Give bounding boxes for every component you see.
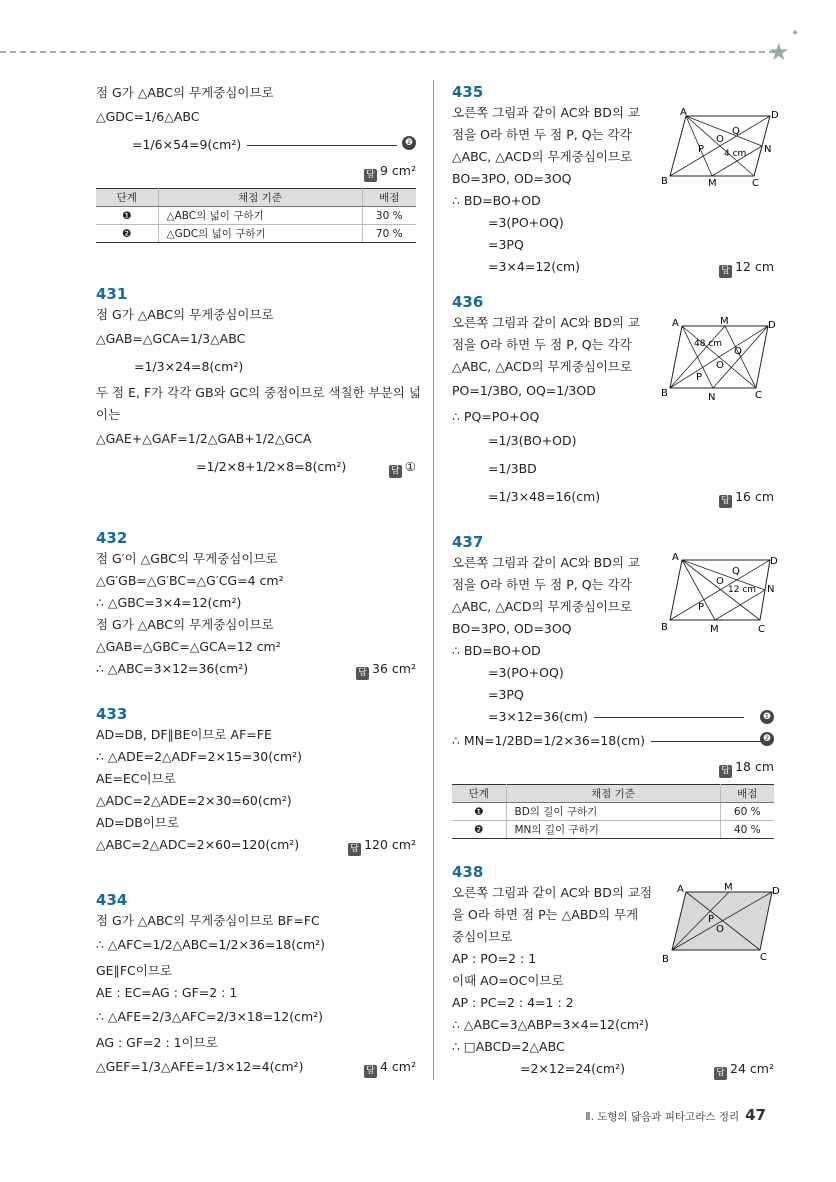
table-header: 채점 기준 — [506, 785, 720, 803]
answer-value: 120 cm² — [364, 837, 416, 852]
text-line: ∴ BD=BO+OD — [452, 193, 541, 208]
star-icon: ★ — [768, 38, 790, 66]
text-line: △ADC=2△ADE=2×30=60(cm²) — [96, 793, 292, 808]
text-line: △GAB=△GBC=△GCA=12 cm² — [96, 639, 281, 654]
table-cell: BD의 길이 구하기 — [506, 803, 720, 821]
equation: ∴ △ABC=3×12=36(cm²) — [96, 661, 249, 676]
text-line — [452, 484, 774, 512]
step-2-marker: ❷ — [760, 732, 774, 746]
problem-435 — [452, 82, 779, 286]
text-line: 두 점 E, F가 각각 GB와 GC의 중점이므로 색칠한 부분의 넓 — [96, 385, 421, 400]
table-cell: 40 % — [720, 821, 774, 839]
table-header: 단계 — [96, 189, 158, 207]
vertex-D-label: D — [772, 886, 780, 897]
text-line — [96, 132, 416, 160]
answer-value: ① — [404, 459, 416, 474]
text-line — [96, 834, 416, 856]
answer-icon: 답 — [364, 1065, 377, 1078]
answer — [719, 756, 774, 778]
text-line: ∴ △ABC=3△ABP=3×4=12(cm²) — [452, 1017, 649, 1032]
table-cell: ❶ — [452, 803, 506, 821]
equation: =2×12=24(cm²) — [520, 1061, 625, 1076]
text-line: 이는 — [96, 407, 121, 422]
text-line: =1/3BD — [488, 461, 537, 476]
equation: =1/3×48=16(cm) — [488, 489, 601, 504]
text-line: AE : EC=AG : GF=2 : 1 — [96, 985, 238, 1000]
table-cell: ❷ — [452, 821, 506, 839]
text-line: 점을 O라 하면 두 점 P, Q는 각각 — [452, 577, 632, 592]
text-line: 중심이므로 — [452, 929, 513, 944]
text-line: 점 G′이 △GBC의 무게중심이므로 — [96, 551, 278, 566]
answer — [356, 658, 416, 680]
point-O-label: O — [716, 576, 724, 587]
point-Q-label: Q — [734, 346, 742, 357]
text-line: AD=DB, DF∥BE이므로 AF=FE — [96, 727, 272, 742]
problem-432 — [96, 528, 416, 704]
figure-parallelogram-436 — [660, 316, 778, 402]
text-line: 을 O라 하면 점 P는 △ABD의 무게 — [452, 907, 639, 922]
grading-table — [96, 188, 416, 243]
text-line: PO=1/3BO, OQ=1/3OD — [452, 383, 596, 398]
step-2-marker: ❷ — [402, 136, 416, 150]
problem-430-continued — [96, 82, 416, 272]
text-line: BO=3PO, OD=3OQ — [452, 621, 572, 636]
answer-icon: 답 — [364, 169, 377, 182]
top-dashed-rule — [0, 51, 775, 53]
text-line: ∴ BD=BO+OD — [452, 643, 541, 658]
answer-value: 12 cm — [735, 259, 774, 274]
problem-number: 431 — [96, 285, 128, 303]
length-label: 48 cm — [694, 339, 723, 349]
point-P-label: P — [696, 372, 703, 383]
problem-number: 438 — [452, 863, 484, 881]
figure-parallelogram-438 — [660, 880, 778, 964]
point-P-label: P — [698, 144, 705, 155]
text-line: ∴ △AFC=1/2△ABC=1/2×36=18(cm²) — [96, 937, 326, 952]
table-row — [96, 225, 416, 243]
text-line: △ABC, △ACD의 무게중심이므로 — [452, 599, 633, 614]
answer-icon: 답 — [714, 1067, 727, 1080]
vertex-B-label: B — [661, 622, 668, 633]
answer-row — [96, 160, 416, 182]
problem-number: 435 — [452, 83, 484, 101]
equation: =3×12=36(cm) — [488, 709, 588, 724]
text-line: AP : PC=2 : 4=1 : 2 — [452, 995, 574, 1010]
text-line: △GAB=△GCA=1/3△ABC — [96, 331, 246, 346]
answer-icon: 답 — [356, 667, 369, 680]
table-cell: 30 % — [362, 207, 416, 225]
point-Q-label: Q — [732, 566, 740, 577]
vertex-D-label: D — [768, 320, 776, 331]
problem-431 — [96, 284, 421, 520]
point-P-label: P — [698, 602, 705, 613]
table-cell: 60 % — [720, 803, 774, 821]
point-M-label: M — [724, 882, 733, 893]
text-line: AE=EC이므로 — [96, 771, 176, 786]
text-line: △GAE+△GAF=1/2△GAB+1/2△GCA — [96, 431, 312, 446]
table-cell: MN의 길이 구하기 — [506, 821, 720, 839]
text-line: AP : PO=2 : 1 — [452, 951, 537, 966]
table-row — [452, 803, 774, 821]
leader-line — [247, 145, 397, 146]
text-line: GE∥FC이므로 — [96, 963, 172, 978]
table-cell: ❶ — [96, 207, 158, 225]
text-line: 점 G가 △ABC의 무게중심이므로 BF=FC — [96, 913, 320, 928]
table-row — [96, 207, 416, 225]
left-column — [96, 82, 421, 1082]
equation: =3×4=12(cm) — [488, 259, 581, 274]
length-label: 4 cm — [724, 149, 747, 159]
vertex-C-label: C — [755, 390, 762, 401]
page-number: 47 — [745, 1106, 766, 1124]
text-line: AD=DB이므로 — [96, 815, 180, 830]
sparkle-icon: ✦ — [791, 28, 800, 39]
text-line: 오른쪽 그림과 같이 AC와 BD의 교 — [452, 315, 640, 330]
answer-icon: 답 — [719, 765, 732, 778]
text-line: △GDC=1/6△ABC — [96, 109, 200, 124]
text-line: 오른쪽 그림과 같이 AC와 BD의 교점 — [452, 885, 653, 900]
problem-number: 436 — [452, 293, 484, 311]
vertex-A-label: A — [680, 107, 687, 118]
vertex-C-label: C — [760, 952, 767, 963]
column-divider — [433, 80, 434, 1080]
text-line: △ABC, △ACD의 무게중심이므로 — [452, 149, 633, 164]
length-label: 12 cm — [728, 585, 757, 595]
text-line: 점 G가 △ABC의 무게중심이므로 — [96, 307, 274, 322]
point-Q-label: Q — [732, 126, 740, 137]
vertex-C-label: C — [752, 178, 759, 189]
text-line: ∴ △ADE=2△ADF=2×15=30(cm²) — [96, 749, 303, 764]
text-line: 점 G가 △ABC의 무게중심이므로 — [96, 85, 274, 100]
equation: ∴ MN=1/2BD=1/2×36=18(cm) — [452, 733, 646, 748]
leader-line — [651, 741, 771, 742]
text-line — [96, 658, 416, 680]
chapter-title: Ⅱ. 도형의 닮음과 피타고라스 정리 — [585, 1111, 740, 1123]
text-line: ∴ △AFE=2/3△AFC=2/3×18=12(cm²) — [96, 1009, 324, 1024]
text-line: 점 G가 △ABC의 무게중심이므로 — [96, 617, 274, 632]
text-line: ∴ PQ=PO+OQ — [452, 409, 540, 424]
page-footer — [585, 1106, 766, 1124]
text-line: =1/3(BO+OD) — [488, 433, 577, 448]
text-line: =1/3×24=8(cm²) — [134, 359, 244, 374]
problem-number: 432 — [96, 529, 128, 547]
vertex-C-label: C — [758, 624, 765, 635]
point-N-label: N — [764, 144, 772, 155]
step-1-marker: ❶ — [760, 710, 774, 724]
figure-parallelogram-437 — [660, 552, 778, 634]
vertex-B-label: B — [661, 176, 668, 187]
answer — [719, 484, 774, 510]
equation: =1/6×54=9(cm²) — [132, 137, 242, 152]
text-line: ∴ △GBC=3×4=12(cm²) — [96, 595, 242, 610]
point-M-label: M — [710, 624, 719, 635]
answer-value: 24 cm² — [730, 1061, 774, 1076]
table-cell: 70 % — [362, 225, 416, 243]
point-O-label: O — [716, 924, 724, 935]
text-line: △G′GB=△G′BC=△G′CG=4 cm² — [96, 573, 284, 588]
vertex-A-label: A — [672, 318, 679, 329]
problem-438 — [452, 862, 780, 1080]
answer-icon: 답 — [719, 265, 732, 278]
text-line: 오른쪽 그림과 같이 AC와 BD의 교 — [452, 105, 640, 120]
problem-number: 434 — [96, 891, 128, 909]
point-N-label: N — [708, 392, 716, 403]
answer — [389, 454, 416, 480]
answer — [714, 1058, 774, 1080]
text-line: =3PQ — [488, 687, 524, 702]
point-M-label: M — [708, 178, 717, 189]
table-header: 단계 — [452, 785, 506, 803]
answer-row — [452, 756, 774, 778]
text-line: =3(PO+OQ) — [488, 665, 564, 680]
point-O-label: O — [716, 134, 724, 145]
text-line: 이때 AO=OC이므로 — [452, 973, 564, 988]
table-header: 채점 기준 — [158, 189, 362, 207]
text-line: ∴ □ABCD=2△ABC — [452, 1039, 565, 1054]
text-line — [452, 728, 774, 756]
text-line: 점을 O라 하면 두 점 P, Q는 각각 — [452, 127, 632, 142]
table-cell: △ABC의 넓이 구하기 — [158, 207, 362, 225]
point-M-label: M — [720, 316, 729, 327]
problem-434 — [96, 890, 416, 1082]
text-line: 오른쪽 그림과 같이 AC와 BD의 교 — [452, 555, 640, 570]
answer-value: 4 cm² — [380, 1059, 416, 1074]
answer-icon: 답 — [348, 843, 361, 856]
answer — [364, 160, 416, 182]
vertex-A-label: A — [677, 884, 684, 895]
table-row — [452, 821, 774, 839]
equation: △GEF=1/3△AFE=1/3×12=4(cm²) — [96, 1059, 304, 1074]
right-column — [452, 82, 780, 1080]
figure-parallelogram-435 — [660, 106, 779, 189]
leader-line — [594, 717, 744, 718]
table-header: 배점 — [362, 189, 416, 207]
answer-value: 9 cm² — [380, 163, 416, 178]
answer — [348, 834, 416, 856]
text-line: AG : GF=2 : 1이므로 — [96, 1035, 218, 1050]
problem-436 — [452, 292, 774, 532]
equation: =1/2×8+1/2×8=8(cm²) — [196, 459, 347, 474]
answer-value: 16 cm — [735, 489, 774, 504]
problem-437 — [452, 532, 778, 862]
answer-value: 36 cm² — [372, 661, 416, 676]
vertex-B-label: B — [661, 388, 668, 399]
point-O-label: O — [716, 360, 724, 371]
text-line — [452, 256, 774, 278]
vertex-B-label: B — [662, 954, 669, 965]
table-cell: △GDC의 넓이 구하기 — [158, 225, 362, 243]
point-P-label: P — [708, 914, 715, 925]
vertex-D-label: D — [771, 110, 779, 121]
answer-value: 18 cm — [735, 759, 774, 774]
text-line — [96, 1054, 416, 1082]
problem-433 — [96, 704, 416, 882]
answer — [364, 1054, 416, 1080]
text-line — [452, 1058, 774, 1080]
text-line: =3(PO+OQ) — [488, 215, 564, 230]
table-header: 배점 — [720, 785, 774, 803]
problem-number: 433 — [96, 705, 128, 723]
table-cell: ❷ — [96, 225, 158, 243]
text-line — [452, 706, 774, 728]
text-line: △ABC, △ACD의 무게중심이므로 — [452, 359, 633, 374]
answer-icon: 답 — [719, 495, 732, 508]
text-line — [96, 454, 416, 482]
vertex-D-label: D — [770, 556, 778, 567]
equation: △ABC=2△ADC=2×60=120(cm²) — [96, 837, 300, 852]
text-line: BO=3PO, OD=3OQ — [452, 171, 572, 186]
answer-icon: 답 — [389, 465, 402, 478]
text-line: 점을 O라 하면 두 점 P, Q는 각각 — [452, 337, 632, 352]
text-line: =3PQ — [488, 237, 524, 252]
answer — [719, 256, 774, 278]
point-N-label: N — [767, 584, 775, 595]
grading-table — [452, 784, 774, 839]
vertex-A-label: A — [672, 552, 679, 563]
problem-number: 437 — [452, 533, 484, 551]
